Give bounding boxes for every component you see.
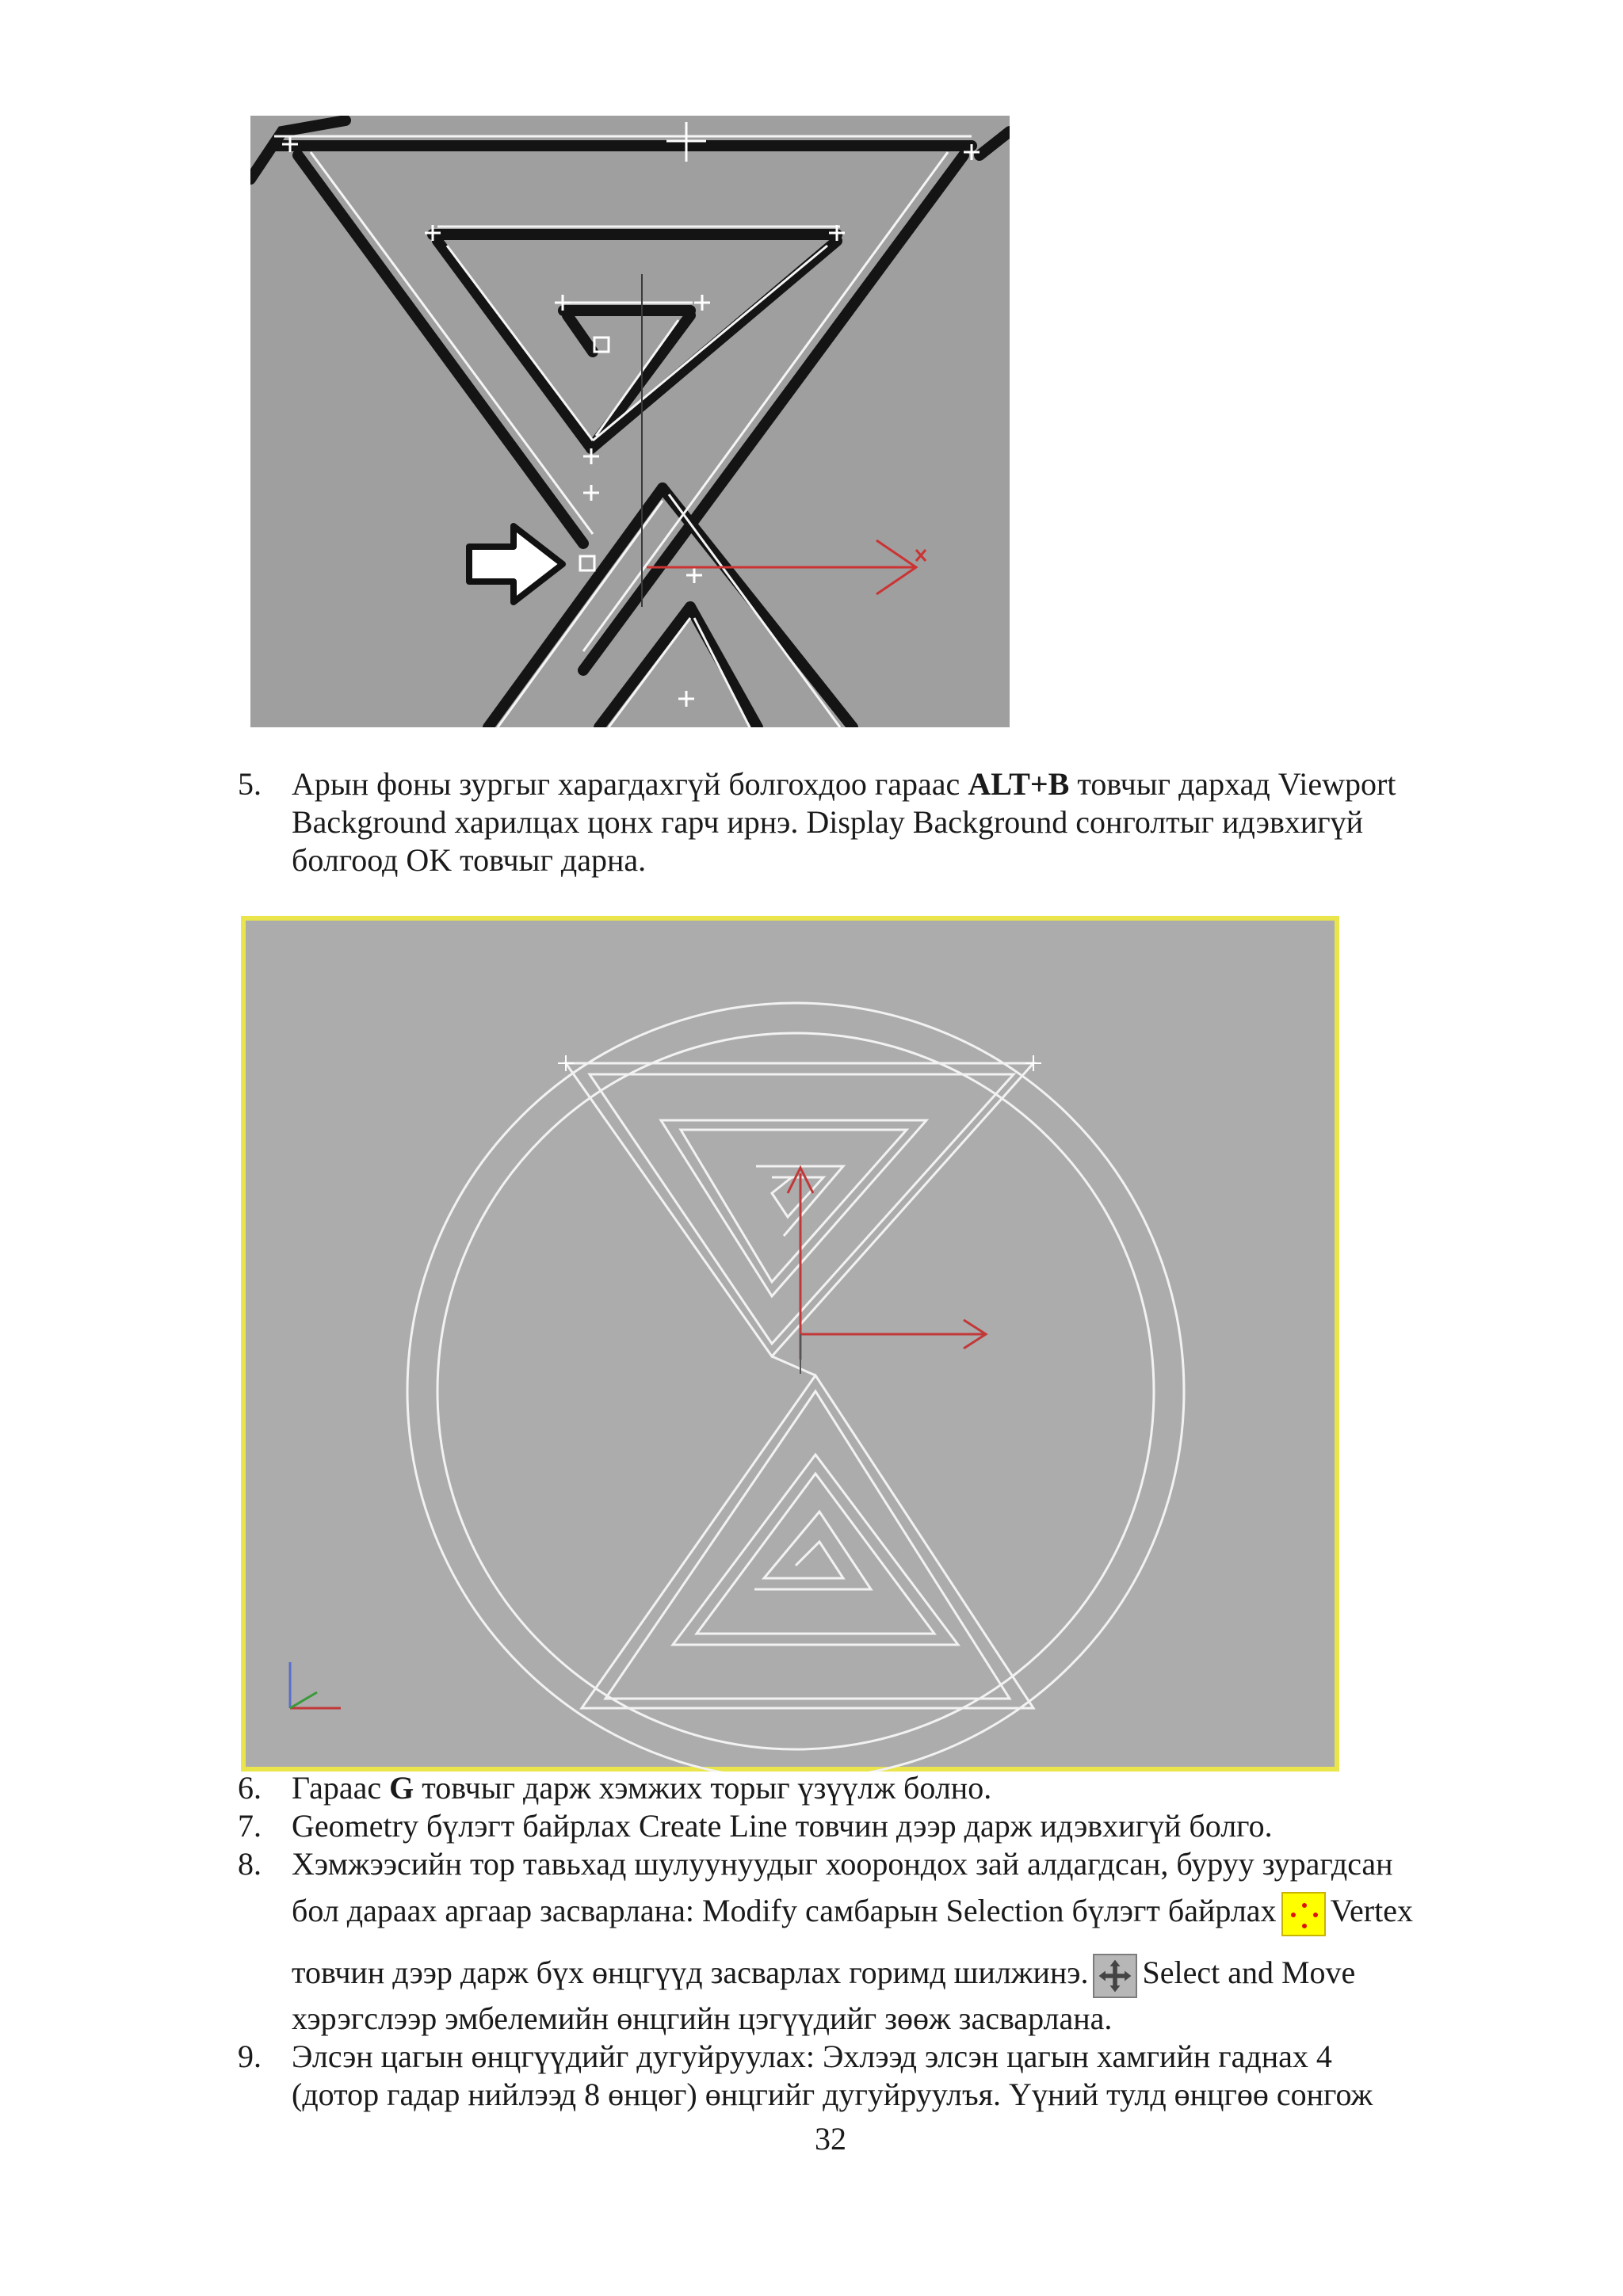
- paragraph-line: Хэмжээсийн тор тавьхад шулуунуудыг хоорондох зай алдагдсан, буруу зурагдсан: [292, 1846, 1393, 1882]
- paragraph-line: (дотор гадар нийлээд 8 өнцөг) өнцгийг дугуйруулъя. Үүний тулд өнцгөө сонгож: [292, 2077, 1373, 2112]
- paragraph-line: Background харилцах цонх гарч ирнэ. Display Background сонголтыг идэвхигүй: [292, 804, 1364, 840]
- paragraph-line: Элсэн цагын өнцгүүдийг дугуйруулах: Эхлээд элсэн цагын хамгийн гаднах 4: [292, 2039, 1332, 2074]
- paragraph-line: товчин дээр дарж бүх өнцгүүд засварлах горимд шилжинэ. Select and Move: [292, 1954, 1480, 1998]
- list-number: 8.: [238, 1846, 262, 1882]
- paragraph-line: хэрэгслээр эмбелемийн өнцгийн цэгүүдийг зөөж засварлана.: [292, 2000, 1113, 2036]
- shortcut-g: G: [389, 1770, 414, 1806]
- list-number: 7.: [238, 1808, 262, 1844]
- shortcut-alt-b: ALT+B: [968, 766, 1070, 802]
- move-icon: [1093, 1954, 1137, 1998]
- emblem-wireframe-drawing: [241, 916, 1339, 1772]
- list-number: 5.: [238, 766, 262, 802]
- paragraph-line: Гараас G товчыг дарж хэмжих торыг үзүүлж болно.: [292, 1770, 992, 1806]
- viewport-screenshot-background: [250, 116, 1010, 727]
- list-number: 6.: [238, 1770, 262, 1806]
- page-number: 32: [815, 2121, 846, 2157]
- viewport-screenshot-emblem: [241, 916, 1339, 1772]
- paragraph-line: Арын фоны зургыг харагдахгүй болгохдоо гараас ALT+B товчыг дархад Viewport: [292, 766, 1396, 802]
- paragraph-line: Geometry бүлэгт байрлах Create Line товчин дээр дарж идэвхигүй болго.: [292, 1808, 1273, 1844]
- hourglass-trace-drawing: [250, 116, 1010, 727]
- paragraph-line: болгоод OK товчыг дарна.: [292, 842, 647, 878]
- paragraph-line: бол дараах аргаар засварлана: Modify самбарын Selection бүлэгт байрлах Vertex: [292, 1892, 1480, 1936]
- list-number: 9.: [238, 2039, 262, 2074]
- vertex-icon: [1281, 1892, 1326, 1936]
